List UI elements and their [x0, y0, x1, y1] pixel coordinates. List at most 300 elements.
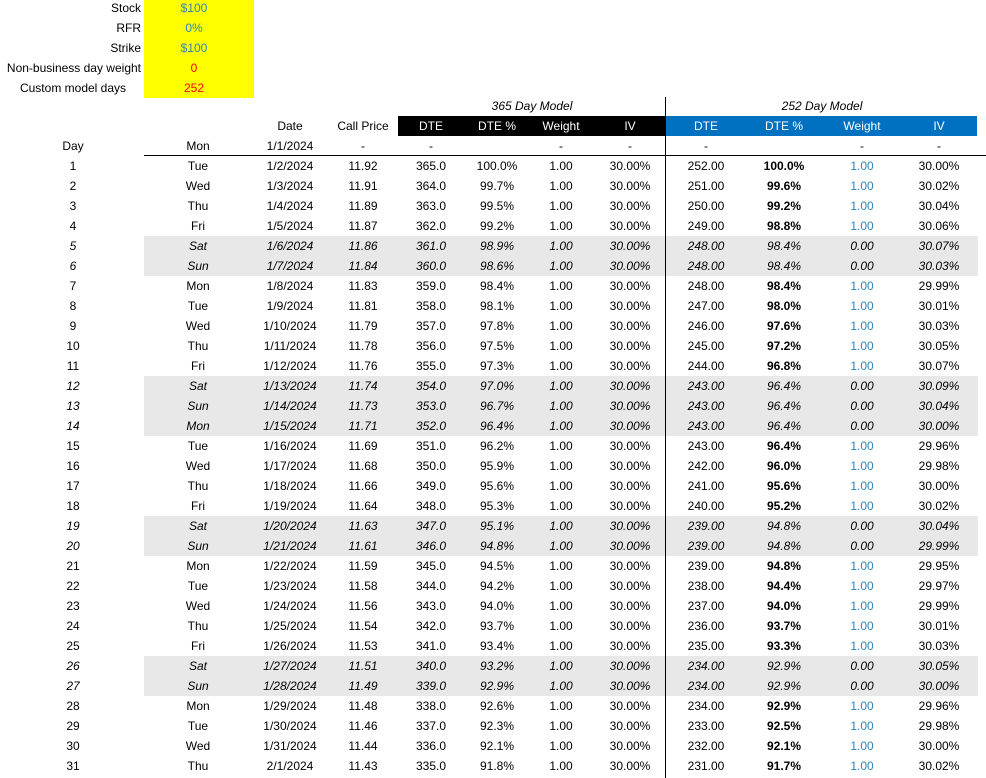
cell-weekday: Sat: [188, 659, 207, 673]
cell-day: 4: [69, 219, 77, 233]
table-row: [0, 196, 986, 216]
cell-call-price: 11.63: [348, 519, 378, 533]
table-row: [0, 536, 986, 556]
table-row: [0, 636, 986, 656]
cell-date: 1/9/2024: [266, 299, 314, 313]
cell-weight: 1.00: [549, 679, 573, 693]
cell-dte-252: 248.00: [687, 239, 725, 253]
cell-call-price: 11.81: [348, 299, 378, 313]
cell-dte-pct-252: 97.2%: [766, 339, 802, 353]
cell-dte-252: 234.00: [687, 659, 725, 673]
table-row: [0, 236, 986, 256]
header-dte-252: DTE: [694, 119, 718, 133]
start-date: 1/1/2024: [266, 139, 314, 153]
cell-date: 1/31/2024: [263, 739, 317, 753]
cell-dte-252: 234.00: [687, 679, 725, 693]
cell-dte-pct: 93.2%: [479, 659, 515, 673]
cell-dte-pct-252: 92.9%: [766, 679, 802, 693]
cell-dte-252: 243.00: [687, 419, 725, 433]
cell-dte: 362.0: [415, 219, 447, 233]
cell-day: 13: [66, 399, 80, 413]
table-row: [0, 736, 986, 756]
cell-iv-252: 29.99%: [918, 599, 960, 613]
cell-iv: 30.00%: [609, 459, 651, 473]
cell-iv: 30.00%: [609, 159, 651, 173]
cell-dte-pct: 100.0%: [476, 159, 518, 173]
cell-iv-252: 30.04%: [918, 199, 960, 213]
cell-weight-252: 1.00: [850, 739, 874, 753]
cell-call-price: 11.69: [348, 439, 378, 453]
cell-iv: 30.00%: [609, 259, 651, 273]
cell-weekday: Thu: [187, 199, 209, 213]
cell-dte-pct-252: 96.4%: [766, 379, 802, 393]
cell-iv-252: 30.07%: [918, 239, 960, 253]
table-row: [0, 356, 986, 376]
cell-iv: 30.00%: [609, 659, 651, 673]
cell-call-price: 11.84: [348, 259, 378, 273]
cell-dte-252: 252.00: [687, 159, 725, 173]
cell-weight: 1.00: [549, 419, 573, 433]
cell-iv-252: 30.07%: [918, 359, 960, 373]
cell-dte-252: 247.00: [687, 299, 725, 313]
cell-dte: 353.0: [415, 399, 447, 413]
cell-iv: 30.00%: [609, 599, 651, 613]
cell-weight: 1.00: [549, 579, 573, 593]
cell-weight: 1.00: [549, 739, 573, 753]
cell-call-price: 11.54: [348, 619, 378, 633]
cell-call-price: 11.58: [348, 579, 378, 593]
cell-weight-252: 1.00: [850, 439, 874, 453]
cell-dte-pct-252: 98.8%: [766, 219, 802, 233]
cell-dte-pct-252: 100.0%: [763, 159, 805, 173]
cell-weekday: Fri: [191, 359, 205, 373]
cell-dte: 335.0: [415, 759, 447, 773]
cell-day: 3: [69, 199, 77, 213]
cell-dte-252: 232.00: [687, 739, 725, 753]
table-row: [0, 276, 986, 296]
cell-call-price: 11.61: [348, 539, 378, 553]
cell-day: 16: [66, 459, 80, 473]
cell-iv-252: 30.04%: [918, 399, 960, 413]
cell-call-price: 11.78: [348, 339, 378, 353]
cell-iv: 30.00%: [609, 439, 651, 453]
cell-dte-pct: 98.1%: [479, 299, 515, 313]
cell-weekday: Wed: [185, 179, 211, 193]
table-row: [0, 616, 986, 636]
cell-dte-pct-252: 99.2%: [766, 199, 802, 213]
cell-day: 26: [66, 659, 80, 673]
cell-weight-252: 0.00: [850, 519, 874, 533]
cell-dte-252: 243.00: [687, 399, 725, 413]
cell-weekday: Sat: [188, 379, 207, 393]
cell-iv-252: 30.01%: [918, 619, 960, 633]
cell-iv-252: 30.09%: [918, 379, 960, 393]
cell-date: 1/24/2024: [263, 599, 317, 613]
input-value[interactable]: 0%: [185, 21, 203, 35]
cell-dte: 343.0: [415, 599, 447, 613]
cell-weight: 1.00: [549, 759, 573, 773]
cell-weight: 1.00: [549, 619, 573, 633]
table-row: [0, 596, 986, 616]
cell-call-price: 11.51: [348, 659, 378, 673]
cell-dte: 363.0: [415, 199, 447, 213]
cell-dte-pct: 96.7%: [479, 399, 515, 413]
cell-dte-252: 237.00: [687, 599, 725, 613]
cell-dte: 352.0: [415, 419, 447, 433]
header-dte-pct: DTE %: [477, 119, 516, 133]
cell-dte-252: 246.00: [687, 319, 725, 333]
cell-weight: 1.00: [549, 359, 573, 373]
cell-dte-pct-252: 93.7%: [766, 619, 802, 633]
cell-day: 2: [69, 179, 77, 193]
model-divider: [665, 97, 666, 778]
cell-dte: 337.0: [415, 719, 447, 733]
cell-dte-pct: 91.8%: [479, 759, 515, 773]
cell-weekday: Sat: [188, 239, 207, 253]
cell-iv: 30.00%: [609, 479, 651, 493]
cell-weekday: Tue: [187, 579, 209, 593]
cell-iv: 30.00%: [609, 739, 651, 753]
cell-weekday: Sun: [187, 539, 209, 553]
cell-weight: 1.00: [549, 179, 573, 193]
cell-dte-252: 251.00: [687, 179, 725, 193]
cell-iv: 30.00%: [609, 699, 651, 713]
cell-weight-252: 1.00: [850, 159, 874, 173]
cell-dte-pct-252: 93.3%: [766, 639, 802, 653]
cell-weight-252: 0.00: [850, 659, 874, 673]
cell-weight: 1.00: [549, 639, 573, 653]
cell-dte: 364.0: [415, 179, 447, 193]
cell-iv: 30.00%: [609, 619, 651, 633]
table-row: [0, 296, 986, 316]
cell-iv-252: 29.95%: [918, 559, 960, 573]
cell-iv-252: 30.04%: [918, 519, 960, 533]
cell-dte-pct: 97.3%: [479, 359, 515, 373]
cell-weight-252: 1.00: [850, 359, 874, 373]
input-label: Custom model days: [19, 81, 127, 95]
cell-iv: 30.00%: [609, 199, 651, 213]
cell-day: 8: [69, 299, 77, 313]
cell-call-price: 11.56: [348, 599, 378, 613]
cell-weekday: Fri: [191, 639, 205, 653]
cell-day: 5: [69, 239, 77, 253]
cell-dte-252: 239.00: [687, 559, 725, 573]
cell-dte-pct-252: 92.5%: [766, 719, 802, 733]
cell-iv: 30.00%: [609, 559, 651, 573]
cell-iv: 30.00%: [609, 359, 651, 373]
table-row: [0, 456, 986, 476]
cell-weight-252: 1.00: [850, 319, 874, 333]
cell-dte-pct-252: 96.4%: [766, 439, 802, 453]
cell-weight: 1.00: [549, 459, 573, 473]
cell-dte: 340.0: [415, 659, 447, 673]
cell-iv-252: 30.05%: [918, 339, 960, 353]
cell-date: 1/30/2024: [263, 719, 317, 733]
cell-date: 1/20/2024: [263, 519, 317, 533]
cell-date: 1/11/2024: [263, 339, 317, 353]
cell-dte-pct-252: 94.4%: [766, 579, 802, 593]
cell-dte-pct-252: 98.0%: [766, 299, 802, 313]
cell-dte-252: 242.00: [687, 459, 725, 473]
cell-day: 22: [66, 579, 80, 593]
cell-iv-252: 30.03%: [918, 259, 960, 273]
cell-call-price: 11.46: [348, 719, 378, 733]
cell-weight-252: 1.00: [850, 219, 874, 233]
cell-weekday: Thu: [187, 339, 209, 353]
start-iv: -: [628, 139, 632, 153]
input-label: Strike: [110, 41, 141, 55]
cell-iv-252: 30.00%: [918, 419, 960, 433]
cell-weight: 1.00: [549, 379, 573, 393]
cell-call-price: 11.76: [348, 359, 378, 373]
table-row: [0, 336, 986, 356]
cell-weight-252: 0.00: [850, 379, 874, 393]
cell-date: 1/17/2024: [263, 459, 317, 473]
cell-day: 23: [66, 599, 80, 613]
cell-day: 21: [66, 559, 80, 573]
cell-weight: 1.00: [549, 399, 573, 413]
input-value[interactable]: 0: [190, 61, 198, 75]
cell-weekday: Wed: [185, 319, 211, 333]
cell-weight: 1.00: [549, 479, 573, 493]
header-date: Date: [277, 119, 303, 133]
cell-weekday: Thu: [187, 619, 209, 633]
header-iv: IV: [624, 119, 636, 133]
table-row: [0, 376, 986, 396]
cell-day: 25: [66, 639, 80, 653]
cell-dte-252: 234.00: [687, 699, 725, 713]
cell-dte-pct: 99.7%: [479, 179, 515, 193]
cell-weight-252: 0.00: [850, 419, 874, 433]
cell-weight-252: 1.00: [850, 699, 874, 713]
cell-dte-252: 245.00: [687, 339, 725, 353]
cell-day: 24: [66, 619, 80, 633]
cell-call-price: 11.74: [348, 379, 378, 393]
cell-dte-pct: 93.4%: [479, 639, 515, 653]
cell-iv: 30.00%: [609, 399, 651, 413]
start-dte: -: [429, 139, 433, 153]
cell-call-price: 11.89: [348, 199, 378, 213]
cell-dte: 348.0: [415, 499, 447, 513]
start-weight-252: -: [860, 139, 864, 153]
table-row: [0, 316, 986, 336]
header-dte: DTE: [419, 119, 443, 133]
cell-iv-252: 29.96%: [918, 439, 960, 453]
start-weight: -: [559, 139, 563, 153]
cell-call-price: 11.44: [348, 739, 378, 753]
cell-call-price: 11.64: [348, 499, 378, 513]
table-row: [0, 756, 986, 776]
header-call-price: Call Price: [337, 119, 389, 133]
cell-dte-pct: 98.9%: [479, 239, 515, 253]
cell-weight-252: 0.00: [850, 239, 874, 253]
input-value[interactable]: $100: [180, 41, 208, 55]
cell-iv: 30.00%: [609, 339, 651, 353]
cell-weight-252: 1.00: [850, 639, 874, 653]
start-weekday: Mon: [186, 139, 210, 153]
header-weight: Weight: [542, 119, 580, 133]
cell-dte-pct: 95.6%: [479, 479, 515, 493]
cell-iv-252: 29.96%: [918, 699, 960, 713]
cell-iv-252: 30.02%: [918, 759, 960, 773]
header-dte-pct-252: DTE %: [764, 119, 803, 133]
table-row: [0, 416, 986, 436]
cell-iv: 30.00%: [609, 759, 651, 773]
cell-weekday: Mon: [186, 699, 210, 713]
cell-dte-252: 241.00: [687, 479, 725, 493]
cell-day: 14: [66, 419, 80, 433]
cell-iv-252: 30.00%: [918, 479, 960, 493]
cell-dte-pct: 93.7%: [479, 619, 515, 633]
cell-iv: 30.00%: [609, 539, 651, 553]
cell-day: 11: [66, 359, 80, 373]
cell-dte-pct: 94.5%: [479, 559, 515, 573]
table-row: [0, 656, 986, 676]
cell-call-price: 11.92: [348, 159, 378, 173]
cell-weekday: Tue: [187, 719, 209, 733]
cell-iv-252: 30.00%: [918, 679, 960, 693]
cell-dte-pct-252: 92.9%: [766, 659, 802, 673]
cell-iv: 30.00%: [609, 179, 651, 193]
cell-date: 1/16/2024: [263, 439, 317, 453]
cell-call-price: 11.73: [348, 399, 378, 413]
cell-dte-pct-252: 98.4%: [766, 239, 802, 253]
cell-day: 12: [66, 379, 80, 393]
cell-weekday: Mon: [186, 419, 210, 433]
cell-day: 30: [66, 739, 80, 753]
cell-date: 1/7/2024: [266, 259, 314, 273]
cell-dte: 355.0: [415, 359, 447, 373]
cell-weight: 1.00: [549, 559, 573, 573]
cell-day: 17: [66, 479, 80, 493]
table-row: [0, 516, 986, 536]
cell-iv-252: 30.02%: [918, 499, 960, 513]
cell-iv-252: 30.03%: [918, 319, 960, 333]
cell-weekday: Fri: [191, 219, 205, 233]
cell-weight-252: 1.00: [850, 559, 874, 573]
cell-dte-pct-252: 98.4%: [766, 259, 802, 273]
input-label: Non-business day weight: [6, 61, 141, 75]
cell-weight: 1.00: [549, 539, 573, 553]
start-dte-252: -: [704, 139, 708, 153]
cell-day: 6: [69, 259, 77, 273]
cell-dte-pct-252: 92.9%: [766, 699, 802, 713]
cell-dte-252: 231.00: [687, 759, 725, 773]
cell-dte-252: 243.00: [687, 379, 725, 393]
cell-dte-pct: 92.9%: [479, 679, 515, 693]
cell-weekday: Tue: [187, 439, 209, 453]
cell-iv: 30.00%: [609, 419, 651, 433]
cell-dte-pct: 98.4%: [479, 279, 515, 293]
cell-dte-pct: 97.0%: [479, 379, 515, 393]
cell-call-price: 11.71: [348, 419, 378, 433]
input-label: Stock: [110, 1, 141, 15]
cell-iv: 30.00%: [609, 379, 651, 393]
cell-call-price: 11.43: [348, 759, 378, 773]
cell-weekday: Sun: [187, 399, 209, 413]
input-value[interactable]: $100: [180, 1, 208, 15]
cell-weekday: Fri: [191, 499, 205, 513]
cell-iv-252: 30.00%: [918, 159, 960, 173]
cell-call-price: 11.91: [348, 179, 378, 193]
cell-dte: 350.0: [415, 459, 447, 473]
cell-dte: 347.0: [415, 519, 447, 533]
cell-day: 27: [66, 679, 80, 693]
cell-date: 1/29/2024: [263, 699, 317, 713]
cell-call-price: 11.86: [348, 239, 378, 253]
cell-call-price: 11.53: [348, 639, 378, 653]
cell-dte-pct-252: 99.6%: [766, 179, 802, 193]
cell-weekday: Mon: [186, 559, 210, 573]
cell-weight: 1.00: [549, 259, 573, 273]
cell-weight-252: 0.00: [850, 259, 874, 273]
cell-date: 2/1/2024: [266, 759, 314, 773]
cell-dte: 360.0: [415, 259, 447, 273]
cell-weight: 1.00: [549, 219, 573, 233]
cell-dte-pct-252: 94.8%: [766, 539, 802, 553]
cell-dte: 339.0: [415, 679, 447, 693]
cell-dte-pct: 97.8%: [479, 319, 515, 333]
cell-iv-252: 30.01%: [918, 299, 960, 313]
cell-day: 20: [66, 539, 80, 553]
cell-weekday: Tue: [187, 159, 209, 173]
cell-weight-252: 0.00: [850, 539, 874, 553]
cell-day: 28: [66, 699, 80, 713]
cell-weight-252: 1.00: [850, 279, 874, 293]
cell-dte: 356.0: [415, 339, 447, 353]
cell-dte: 351.0: [415, 439, 447, 453]
cell-weight: 1.00: [549, 319, 573, 333]
cell-date: 1/13/2024: [263, 379, 317, 393]
cell-weekday: Wed: [185, 599, 211, 613]
cell-iv: 30.00%: [609, 639, 651, 653]
cell-weight-252: 0.00: [850, 679, 874, 693]
cell-call-price: 11.59: [348, 559, 378, 573]
cell-day: 1: [69, 159, 77, 173]
cell-dte-252: 239.00: [687, 539, 725, 553]
cell-iv-252: 29.99%: [918, 539, 960, 553]
cell-dte-pct-252: 98.4%: [766, 279, 802, 293]
cell-date: 1/27/2024: [263, 659, 317, 673]
cell-call-price: 11.66: [348, 479, 378, 493]
start-row: [0, 136, 986, 156]
cell-dte-252: 236.00: [687, 619, 725, 633]
cell-iv-252: 29.98%: [918, 459, 960, 473]
cell-dte-pct-252: 92.1%: [766, 739, 802, 753]
cell-iv-252: 30.06%: [918, 219, 960, 233]
cell-weight-252: 1.00: [850, 299, 874, 313]
start-price: -: [361, 139, 365, 153]
cell-iv: 30.00%: [609, 239, 651, 253]
cell-iv-252: 29.99%: [918, 279, 960, 293]
cell-dte-pct-252: 96.0%: [766, 459, 802, 473]
cell-weekday: Tue: [187, 299, 209, 313]
cell-dte-252: 233.00: [687, 719, 725, 733]
cell-weekday: Wed: [185, 739, 211, 753]
cell-call-price: 11.68: [348, 459, 378, 473]
cell-date: 1/8/2024: [266, 279, 314, 293]
cell-dte-pct: 99.2%: [479, 219, 515, 233]
header-weight-252: Weight: [843, 119, 881, 133]
cell-dte-pct: 92.1%: [479, 739, 515, 753]
cell-weight: 1.00: [549, 239, 573, 253]
cell-dte-252: 244.00: [687, 359, 725, 373]
model-365-title: 365 Day Model: [491, 99, 573, 113]
cell-dte: 344.0: [415, 579, 447, 593]
input-value[interactable]: 252: [183, 81, 205, 95]
cell-date: 1/15/2024: [263, 419, 317, 433]
cell-weight-252: 1.00: [850, 719, 874, 733]
